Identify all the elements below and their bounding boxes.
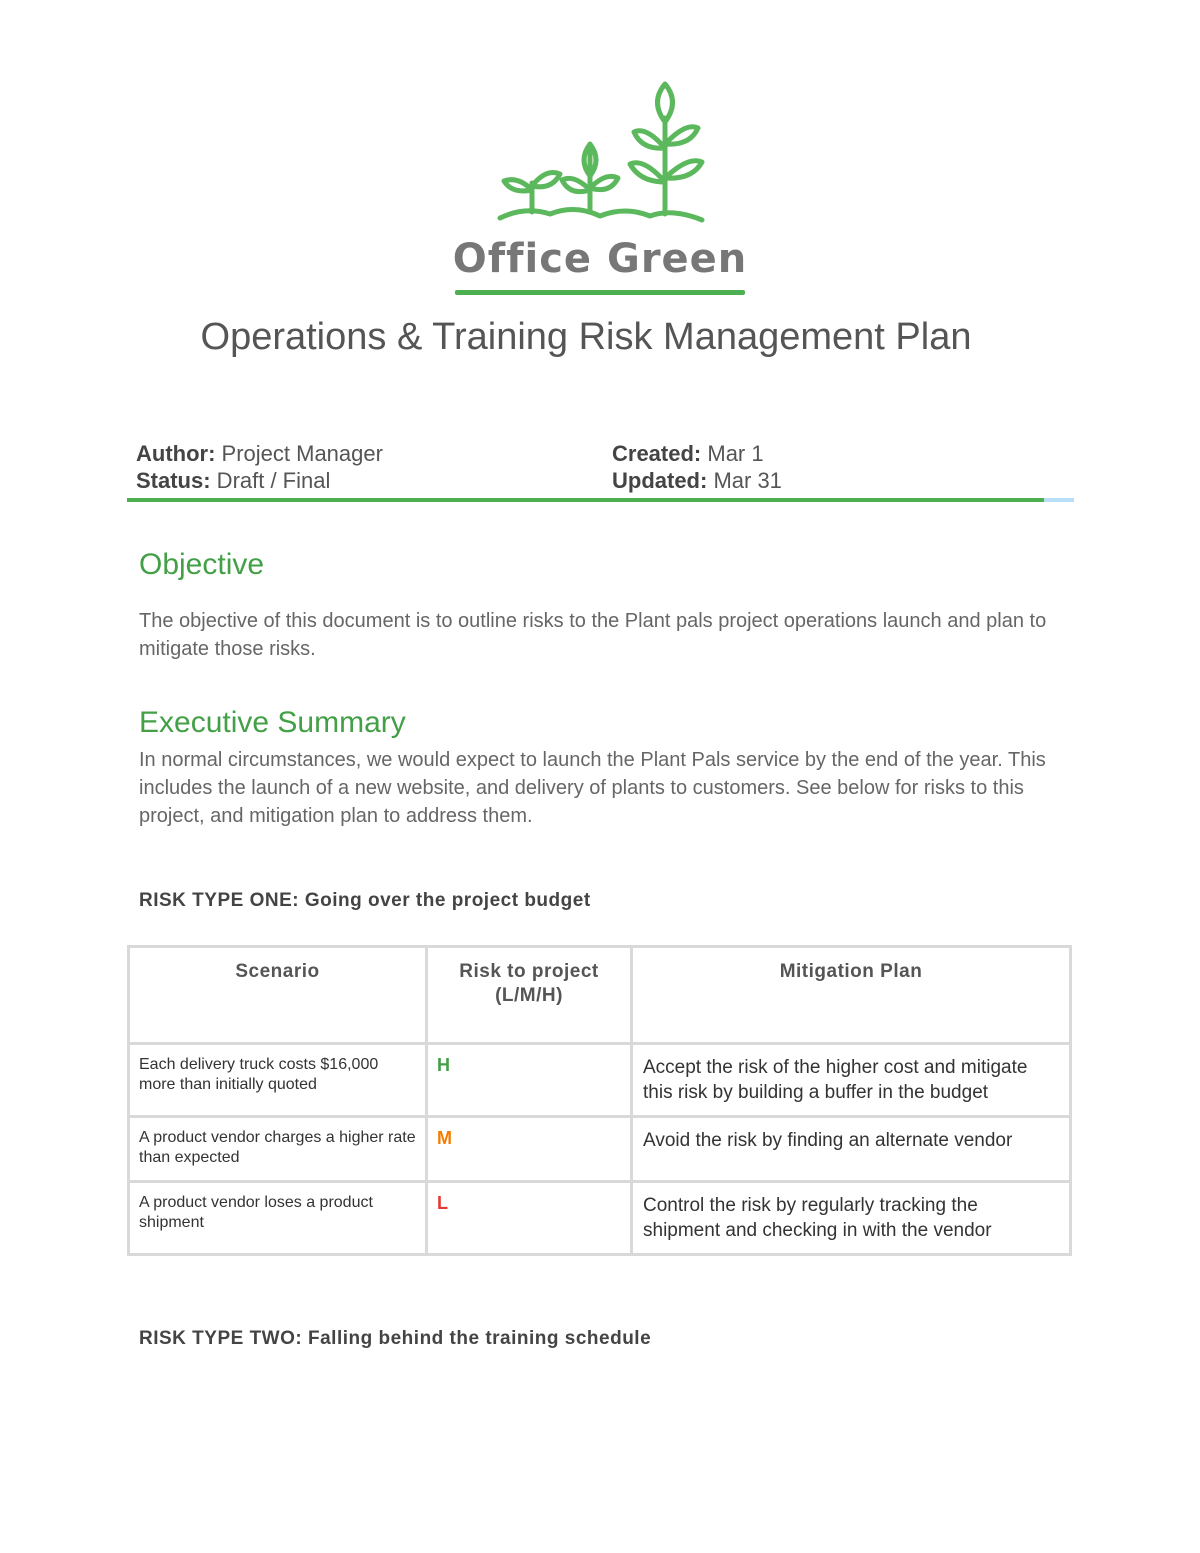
executive-summary-body: In normal circumstances, we would expect to launch the Plant Pals service by the end of the year. This includes the launch of a new website, and delivery of plants to customers. See below for risks to this project, and mitigation plan to address them. (139, 749, 1046, 827)
risk-level-cell: L (427, 1182, 632, 1255)
author-label: Author: (136, 441, 216, 466)
risk-one-title: Going over the project budget (299, 890, 591, 911)
risk-two-title: Falling behind the training schedule (302, 1328, 652, 1349)
brand-underline (455, 290, 745, 295)
risk-two-heading (139, 1328, 651, 1350)
brand-logo (450, 78, 750, 282)
risk-one-heading (139, 890, 591, 912)
table-row (129, 1182, 1071, 1255)
header-divider (127, 498, 1044, 502)
table-row (129, 1117, 1071, 1182)
risk-level-cell: M (427, 1117, 632, 1182)
mitigation-cell: Accept the risk of the higher cost and mitigate this risk by building a buffer in the budget (632, 1044, 1071, 1117)
brand-name: Office Green (452, 236, 748, 282)
risk-one-table (127, 945, 1072, 1256)
status-value: Draft / Final (210, 468, 331, 493)
created-label: Created: (612, 441, 702, 466)
scenario-cell: A product vendor charges a higher rate than expected (129, 1117, 427, 1182)
table-header-row (129, 947, 1071, 1044)
risk-one-label: RISK TYPE ONE: (139, 890, 300, 911)
updated-value: Mar 31 (707, 468, 782, 493)
column-header-mitigation: Mitigation Plan (632, 947, 1071, 1044)
status-label: Status: (136, 468, 211, 493)
updated-label: Updated: (612, 468, 708, 493)
column-header-scenario: Scenario (129, 947, 427, 1044)
meta-right (612, 440, 782, 494)
objective-heading: Objective (139, 548, 265, 581)
executive-summary-heading: Executive Summary (139, 706, 406, 739)
created-value: Mar 1 (701, 441, 764, 466)
page-title: Operations & Training Risk Management Plan (200, 316, 972, 358)
scenario-cell: A product vendor loses a product shipment (129, 1182, 427, 1255)
mitigation-cell: Control the risk by regularly tracking the shipment and checking in with the vendor (632, 1182, 1071, 1255)
updated-line (612, 467, 782, 494)
risk-two-label: RISK TYPE TWO: (139, 1328, 303, 1349)
meta-left (136, 440, 383, 494)
author-line (136, 440, 383, 467)
created-line (612, 440, 782, 467)
mitigation-cell: Avoid the risk by finding an alternate vendor (632, 1117, 1071, 1182)
objective-body: The objective of this document is to outline risks to the Plant pals project operations launch and plan to mitigate those risks. (139, 610, 1047, 660)
status-line (136, 467, 383, 494)
sprouting-plants-icon (450, 78, 750, 228)
scenario-cell: Each delivery truck costs $16,000 more than initially quoted (129, 1044, 427, 1117)
author-value: Project Manager (215, 441, 383, 466)
column-header-risk: Risk to project (L/M/H) (427, 947, 632, 1044)
table-row (129, 1044, 1071, 1117)
header-divider-end (1044, 498, 1074, 502)
risk-level-cell: H (427, 1044, 632, 1117)
